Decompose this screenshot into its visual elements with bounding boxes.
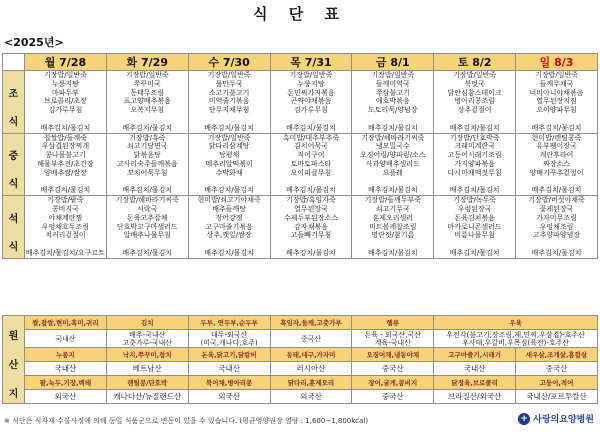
menu-item <box>107 178 188 187</box>
menu-item <box>189 240 270 249</box>
menu-cell <box>106 133 188 196</box>
menu-item: 기장밥/흑임자죽 <box>286 196 336 205</box>
menu-item: 장어강정 <box>215 213 243 222</box>
meal-label-char: 중 <box>8 151 19 163</box>
menu-item <box>434 115 515 124</box>
menu-item <box>516 115 597 124</box>
origin-row <box>3 348 598 362</box>
menu-cell <box>352 196 434 259</box>
origin-label <box>3 316 25 404</box>
menu-item: 기장밥/들깨두부죽 <box>364 196 422 205</box>
menu-item: 우엉채조림 <box>539 222 574 231</box>
menu-item: 흑미밥/대추부추죽 <box>282 133 340 142</box>
menu-cell <box>516 133 598 196</box>
menu-item: 찹쌀밥/들깨죽 <box>43 133 87 142</box>
origin-food: 장어,굴게,콩비지 <box>352 376 434 390</box>
menu-item: 곤약야채볶음 <box>290 97 332 106</box>
menu-item: 고들빼기무침 <box>290 231 332 240</box>
menu-item: 배추김치/물김치/요구르트 <box>25 248 105 257</box>
origin-country: 국내산 <box>188 362 270 376</box>
menu-item <box>516 178 597 187</box>
menu-item: 비름나물무침 <box>454 231 495 240</box>
menu-item: 요플레 <box>382 168 403 177</box>
meal-row <box>3 133 598 196</box>
menu-table <box>2 53 598 259</box>
origin-country: 국내산 <box>25 330 107 348</box>
menu-item: 물만두국 <box>215 79 243 88</box>
menu-item: 우엉채호두조림 <box>41 222 90 231</box>
origin-label-char: 지 <box>8 389 19 400</box>
origin-food: 새우살,조개살,홍합살 <box>516 348 598 362</box>
origin-row <box>3 390 598 404</box>
menu-item: 배추김치/물김치 <box>367 186 418 195</box>
menu-item <box>352 240 433 249</box>
menu-item: 기장밥/해바라기씨죽 <box>361 133 425 142</box>
menu-item: 짜장소스 <box>543 159 571 168</box>
menu-item: 고사리숙주들깨볶음 <box>116 159 178 168</box>
menu-item: 김가루무침 <box>48 106 83 115</box>
menu-item: 기장밥/버섯야채죽 <box>528 196 585 205</box>
origin-food: 오징어채,냉동야채 <box>352 348 434 362</box>
menu-item: 배추김치/물김치 <box>531 248 582 257</box>
origin-country: 중국산 <box>352 362 434 376</box>
menu-item: 배추김치/물김치 <box>449 186 500 195</box>
origin-country: 캐나다산/뉴질랜드산 <box>106 390 188 404</box>
menu-item: 쭈삼불고기 <box>375 88 410 97</box>
origin-country: 브라질산/외국산 <box>434 390 516 404</box>
meal-label-char: 식 <box>8 116 19 128</box>
menu-item: 치커리겉절이 <box>45 231 86 240</box>
menu-item: 배추김치/물김치 <box>531 186 582 195</box>
menu-item: 배추김치/물김치 <box>449 248 500 257</box>
menu-item: 꽃게된장국 <box>539 204 574 213</box>
origin-country: 국내산/포르투칼산 <box>516 390 598 404</box>
menu-cell <box>516 71 598 134</box>
origin-country: 중국산 <box>270 330 352 348</box>
menu-item: 누룽지탕 <box>51 79 79 88</box>
menu-item <box>25 115 106 124</box>
hospital-name: 사랑의요양병원 <box>533 415 594 425</box>
menu-item: 돈육김치볶음 <box>454 213 495 222</box>
day-header: 일 8/3 <box>516 54 598 71</box>
menu-item: 오징어링/양파링/소스 <box>360 151 426 160</box>
meal-label-char: 식 <box>8 179 19 191</box>
menu-item: 기장밥/팥죽 <box>47 196 84 205</box>
menu-item: 감자채볶음 <box>294 222 328 231</box>
menu-cell <box>25 71 107 134</box>
menu-item: 배추김치/물김치 <box>122 186 173 195</box>
menu-item: 단무지채무침 <box>208 106 250 115</box>
menu-item <box>107 240 188 249</box>
menu-item: 고구마줄기볶음 <box>205 222 253 231</box>
origin-row <box>3 316 598 330</box>
corner-cell <box>3 54 25 71</box>
origin-food: 고구마줄기,시래기 <box>434 348 516 362</box>
origin-country: 베트남산 <box>106 362 188 376</box>
menu-item <box>189 115 270 124</box>
origin-food: 닭다리,훈제오리 <box>270 376 352 390</box>
menu-item <box>25 178 106 187</box>
origin-food: 햄류 <box>352 316 434 330</box>
menu-item: 기장밥/단호박죽 <box>449 133 500 142</box>
menu-cell <box>188 71 270 134</box>
origin-label-char: 산 <box>8 360 19 371</box>
menu-item: 현미밥/쇠고기야채죽 <box>197 196 261 205</box>
menu-item: 계란후라이 <box>539 151 574 160</box>
menu-item: 배추김치/물김치 <box>286 186 336 195</box>
menu-item: 시락국 <box>137 204 158 213</box>
origin-country: 우전각(불고기,장조림,제,민찌,우삼겹)-호주산 우사태,우갈비,우목심(육전)-호주산 <box>434 330 598 348</box>
menu-item: 기장밥/일반죽 <box>535 71 578 79</box>
origin-table <box>2 315 598 404</box>
menu-item: 기장밥/일반죽 <box>371 71 415 79</box>
menu-item: 우삼겹된장찌개 <box>41 142 90 151</box>
menu-item: 닭볶음탕 <box>133 151 161 160</box>
menu-item: 미역줄기볶음 <box>208 97 250 106</box>
hospital-logo <box>518 412 594 425</box>
menu-item: 꼬치어묵무침 <box>126 168 168 177</box>
menu-item: 배추김치/물김치 <box>40 123 91 132</box>
menu-cell <box>434 133 516 196</box>
menu-item: 배추들깨탕 <box>212 204 247 213</box>
menu-item: 표고양배추볶음 <box>123 97 171 106</box>
menu-item: 배추김치/물김치 <box>531 123 582 132</box>
menu-item: 가지양파볶음 <box>454 159 495 168</box>
day-header: 화 7/29 <box>106 54 188 71</box>
origin-food: 고등어,적어 <box>516 376 598 390</box>
meal-label <box>3 196 25 259</box>
menu-item: 배추김치/물김치 <box>122 248 173 257</box>
day-header: 수 7/30 <box>188 54 270 71</box>
menu-item <box>352 115 433 124</box>
menu-item: 토마토파스타 <box>290 159 332 168</box>
menu-item: 들깨무채국 <box>539 79 574 88</box>
origin-food: 렌틸콩/단호박 <box>106 376 188 390</box>
menu-item: 동태무조림 <box>130 88 165 97</box>
menu-item: 소고기불고기 <box>208 88 250 97</box>
menu-item: 배추김치/물김치 <box>367 123 418 132</box>
origin-country: 국내산 <box>25 362 107 376</box>
footer-note: ※ 식단은 식자재 수불사정에 의해 동일 식품군으로 변동이 있을 수 있습니다. (평균영양권장 열량 : 1,600~1,800kcal) <box>4 417 369 425</box>
day-header-row <box>3 54 598 71</box>
menu-item: 콩비지국 <box>51 204 79 213</box>
menu-item: 다시마채액젓무침 <box>447 168 502 177</box>
menu-item: 우렁된장국 <box>457 204 492 213</box>
menu-item: 기장밥/일반죽 <box>289 71 333 79</box>
menu-item: 브로콜리/초장 <box>43 97 87 106</box>
menu-item: 알배추나물무침 <box>123 231 171 240</box>
origin-row <box>3 376 598 390</box>
menu-item: 기장밥/일반죽 <box>125 71 169 79</box>
menu-cell <box>270 71 352 134</box>
menu-item: 배추김치/물김치 <box>449 123 500 132</box>
menu-item: 냉모밀국수 <box>375 142 410 151</box>
menu-item: 김치어묵국 <box>294 142 328 151</box>
menu-item: 명란젓/참기름 <box>371 231 415 240</box>
origin-food: 낙지,쭈꾸미,참치 <box>106 348 188 362</box>
menu-item <box>516 240 597 249</box>
menu-item: 쇠고기무국 <box>375 204 410 213</box>
menu-item: 오이피클무침 <box>290 168 332 177</box>
menu-item: 누룽지탕 <box>297 79 325 88</box>
menu-cell <box>25 133 107 196</box>
origin-food: 누룽지 <box>25 348 107 362</box>
origin-food: 동태,대구,가자미 <box>270 348 352 362</box>
menu-cell <box>434 71 516 134</box>
menu-item: 상추,깻잎/쌈장 <box>206 231 252 240</box>
menu-cell <box>516 196 598 259</box>
menu-item: 유부팽이장국 <box>536 142 577 151</box>
menu-item: 배추김치/물김치 <box>40 186 91 195</box>
origin-country: 중국산 <box>516 362 598 376</box>
menu-item: 북엇국 <box>464 79 485 88</box>
origin-food: 쌀,찹쌀,현미,흑미,귀리 <box>25 316 107 330</box>
menu-item: 가자미무조림 <box>536 213 577 222</box>
menu-item: 애호박볶음 <box>375 97 410 106</box>
menu-item: 콩나물불고기 <box>45 151 86 160</box>
menu-item: 배추김치/물김치 <box>286 123 336 132</box>
menu-item: 해물부추전/초간장 <box>37 159 94 168</box>
menu-item: 미트볼케찹조림 <box>369 222 417 231</box>
menu-cell <box>188 133 270 196</box>
menu-item: 오복지무침 <box>130 106 165 115</box>
menu-item: 적어구이 <box>297 151 325 160</box>
menu-cell <box>270 196 352 259</box>
menu-item: 열무된장국 <box>294 204 328 213</box>
menu-item: 닭안심참스테이크 <box>447 88 502 97</box>
menu-item: 병아리콩조림 <box>454 97 495 106</box>
origin-row <box>3 362 598 376</box>
origin-country: 대두-외국산 (미국,캐나다,호주) <box>188 330 270 348</box>
menu-item: 수박화채 <box>215 168 243 177</box>
menu-item <box>352 178 433 187</box>
origin-food: 북어채,병아리콩 <box>188 376 270 390</box>
menu-cell <box>106 71 188 134</box>
day-header: 월 7/28 <box>25 54 107 71</box>
menu-item: 닭다리삼계탕 <box>208 142 250 151</box>
origin-food: 흑임자,들깨,고춧가루 <box>270 316 352 330</box>
origin-food: 김치 <box>106 316 188 330</box>
origin-food: 돈육,닭고기,닭칼비 <box>188 348 270 362</box>
menu-item: 훈제오리샐러 <box>372 213 414 222</box>
menu-item <box>271 178 352 187</box>
menu-item: 양배추쌈/쌈장 <box>43 168 87 177</box>
origin-country: 중국산 <box>352 390 434 404</box>
menu-item <box>107 115 188 124</box>
menu-item: 상추겉절이 <box>457 106 492 115</box>
origin-country: 돈육 - 외국산,국산 계육-국내산 <box>352 330 434 348</box>
origin-food: 팥,녹두,기장,백태 <box>25 376 107 390</box>
menu-item: 열무된장지짐 <box>536 97 577 106</box>
meal-row <box>3 196 598 259</box>
meal-label <box>3 71 25 134</box>
origin-food: 두부, 연두부,순두부 <box>188 316 270 330</box>
menu-item: 배추김치/물김치 <box>367 248 418 257</box>
menu-item: 배추김치/물김치 <box>122 123 173 132</box>
menu-item <box>189 178 270 187</box>
menu-item: 현미밥/렌틸콩죽 <box>531 133 582 142</box>
menu-item: 수제두부된장소스 <box>283 213 338 222</box>
menu-item: 돈육고추잡채 <box>126 213 168 222</box>
menu-item: 야채계란찜 <box>48 213 83 222</box>
menu-item: 마카로니콘샐러드 <box>447 222 502 231</box>
menu-item: 너비아니야채볶음 <box>529 88 584 97</box>
menu-item <box>25 240 106 249</box>
menu-item: 배추김치/물김치 <box>204 186 254 195</box>
menu-item: 고등어시래기조림 <box>447 151 502 160</box>
menu-item <box>434 178 515 187</box>
menu-cell <box>434 196 516 259</box>
menu-item <box>434 240 515 249</box>
menu-item: 기장밥/일반죽 <box>453 71 497 79</box>
origin-row <box>3 330 598 348</box>
origin-country: 외국산 <box>25 390 107 404</box>
cross-icon: + <box>518 413 530 425</box>
menu-item: 배추김치/물김치 <box>204 248 254 257</box>
menu-item: 고추양파양념장 <box>532 231 581 240</box>
menu-item: 기장밥/해바라기씨죽 <box>115 196 179 205</box>
page-title: 식 단 표 <box>253 5 347 23</box>
menu-item: 사과양배추샐러드 <box>365 159 420 168</box>
origin-food: 우육 <box>434 316 598 330</box>
meal-label-char: 식 <box>8 241 19 253</box>
menu-item: 양배기꾸추겉절이 <box>529 168 584 177</box>
meal-rows <box>3 71 598 259</box>
menu-item: 기장밥/녹두죽 <box>453 196 497 205</box>
day-header: 목 7/31 <box>270 54 352 71</box>
origin-country: 외국산 <box>270 390 352 404</box>
menu-cell <box>270 133 352 196</box>
menu-item: 쭈꾸미국 <box>133 79 161 88</box>
menu-item: 기장밥/일반죽 <box>207 133 251 142</box>
menu-item: 크래미계란국 <box>454 142 495 151</box>
menu-item <box>271 115 352 124</box>
menu-item <box>271 240 352 249</box>
menu-item: 기장밥/흑죽 <box>129 133 166 142</box>
menu-cell <box>188 196 270 259</box>
menu-cell <box>106 196 188 259</box>
menu-item: 탕평채 <box>218 151 240 160</box>
menu-item: 오이양파무침 <box>536 106 577 115</box>
meal-label-char: 조 <box>8 88 19 100</box>
menu-item: 쇠고기당면국 <box>126 142 168 151</box>
origin-country: 국내산 <box>434 362 516 376</box>
day-header: 토 8/2 <box>434 54 516 71</box>
menu-item: 기장밥/일반죽 <box>207 71 251 79</box>
meal-label-char: 석 <box>8 213 19 225</box>
menu-item: 마파두부 <box>51 88 79 97</box>
origin-label-char: 원 <box>8 331 19 342</box>
menu-item: 기장밥/일반죽 <box>43 71 87 79</box>
origin-country: 배추-국내산 고춧가루-국내산 <box>106 330 188 348</box>
year-label: <2025년> <box>4 36 64 49</box>
menu-item: 배추김치/물김치 <box>204 123 254 132</box>
menu-item: 배추김치/물김치 <box>286 248 336 257</box>
day-header: 금 8/1 <box>352 54 434 71</box>
origin-food: 닭정육,브로콜리 <box>434 376 516 390</box>
origin-section <box>2 315 598 404</box>
origin-country: 외국산 <box>188 390 270 404</box>
menu-item: 돈민찌가지볶음 <box>287 88 335 97</box>
menu-item: 김가루무침 <box>294 106 328 115</box>
menu-cell <box>25 196 107 259</box>
menu-cell <box>352 71 434 134</box>
menu-item: 단호박고구마샐러드 <box>116 222 178 231</box>
meal-label <box>3 133 25 196</box>
menu-item: 도토리묵/양념장 <box>367 106 418 115</box>
meal-row <box>3 71 598 134</box>
menu-item: 들깨미역국 <box>375 79 410 88</box>
menu-item: 메추리알떡볶이 <box>205 159 253 168</box>
origin-country: 러시아산 <box>270 362 352 376</box>
menu-cell <box>352 133 434 196</box>
